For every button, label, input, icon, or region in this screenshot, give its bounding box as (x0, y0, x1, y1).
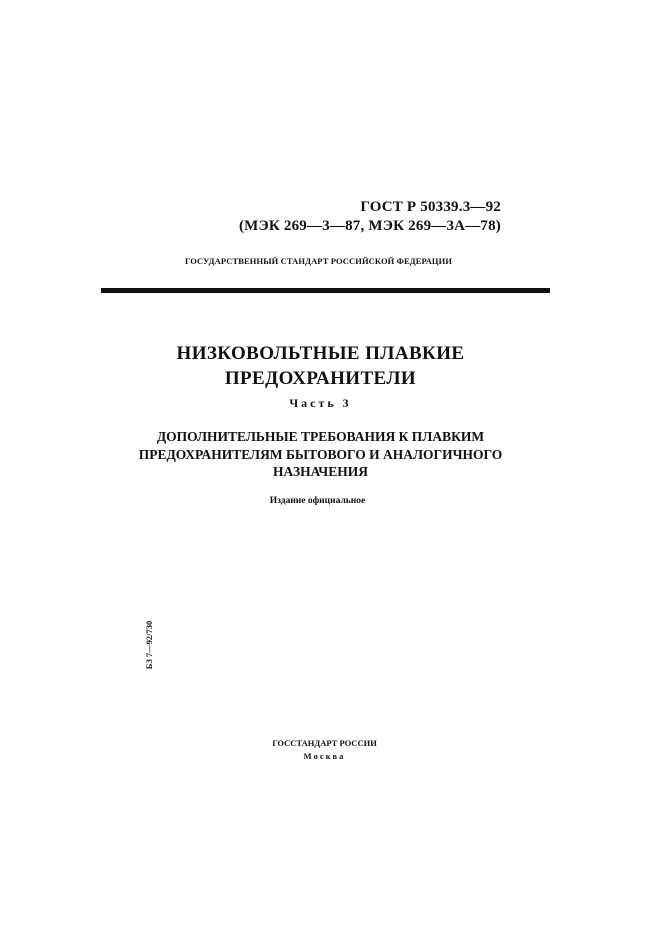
iec-reference: (МЭК 269—3—87, МЭК 269—3А—78) (238, 218, 501, 234)
standard-kind: ГОСУДАРСТВЕННЫЙ СТАНДАРТ РОССИЙСКОЙ ФЕДЕРАЦИИ (184, 256, 453, 266)
publisher-block (0, 737, 661, 763)
publisher-name: ГОССТАНДАРТ РОССИИ (272, 738, 377, 748)
edition-text: Издание официальное (269, 496, 366, 506)
side-code: БЗ 7—92/730 (144, 620, 154, 670)
part-text: Часть 3 (289, 396, 352, 410)
standard-number-block (239, 198, 501, 236)
subtitle-line-3: НАЗНАЧЕНИЯ (273, 464, 368, 479)
publisher-city: Москва (303, 751, 346, 761)
edition-line (0, 496, 661, 506)
title-line-2: ПРЕДОХРАНИТЕЛИ (224, 368, 417, 389)
document-title (0, 341, 661, 391)
title-line-1: НИЗКОВОЛЬТНЫЕ ПЛАВКИЕ (176, 343, 465, 364)
document-subtitle (0, 428, 661, 481)
standard-kind-line (0, 256, 661, 266)
horizontal-rule (101, 288, 550, 293)
subtitle-line-2: ПРЕДОХРАНИТЕЛЯМ БЫТОВОГО И АНАЛОГИЧНОГО (138, 446, 503, 462)
part-label (0, 396, 661, 411)
subtitle-line-1: ДОПОЛНИТЕЛЬНЫЕ ТРЕБОВАНИЯ К ПЛАВКИМ (156, 429, 485, 444)
standard-number: ГОСТ Р 50339.3—92 (360, 199, 501, 215)
